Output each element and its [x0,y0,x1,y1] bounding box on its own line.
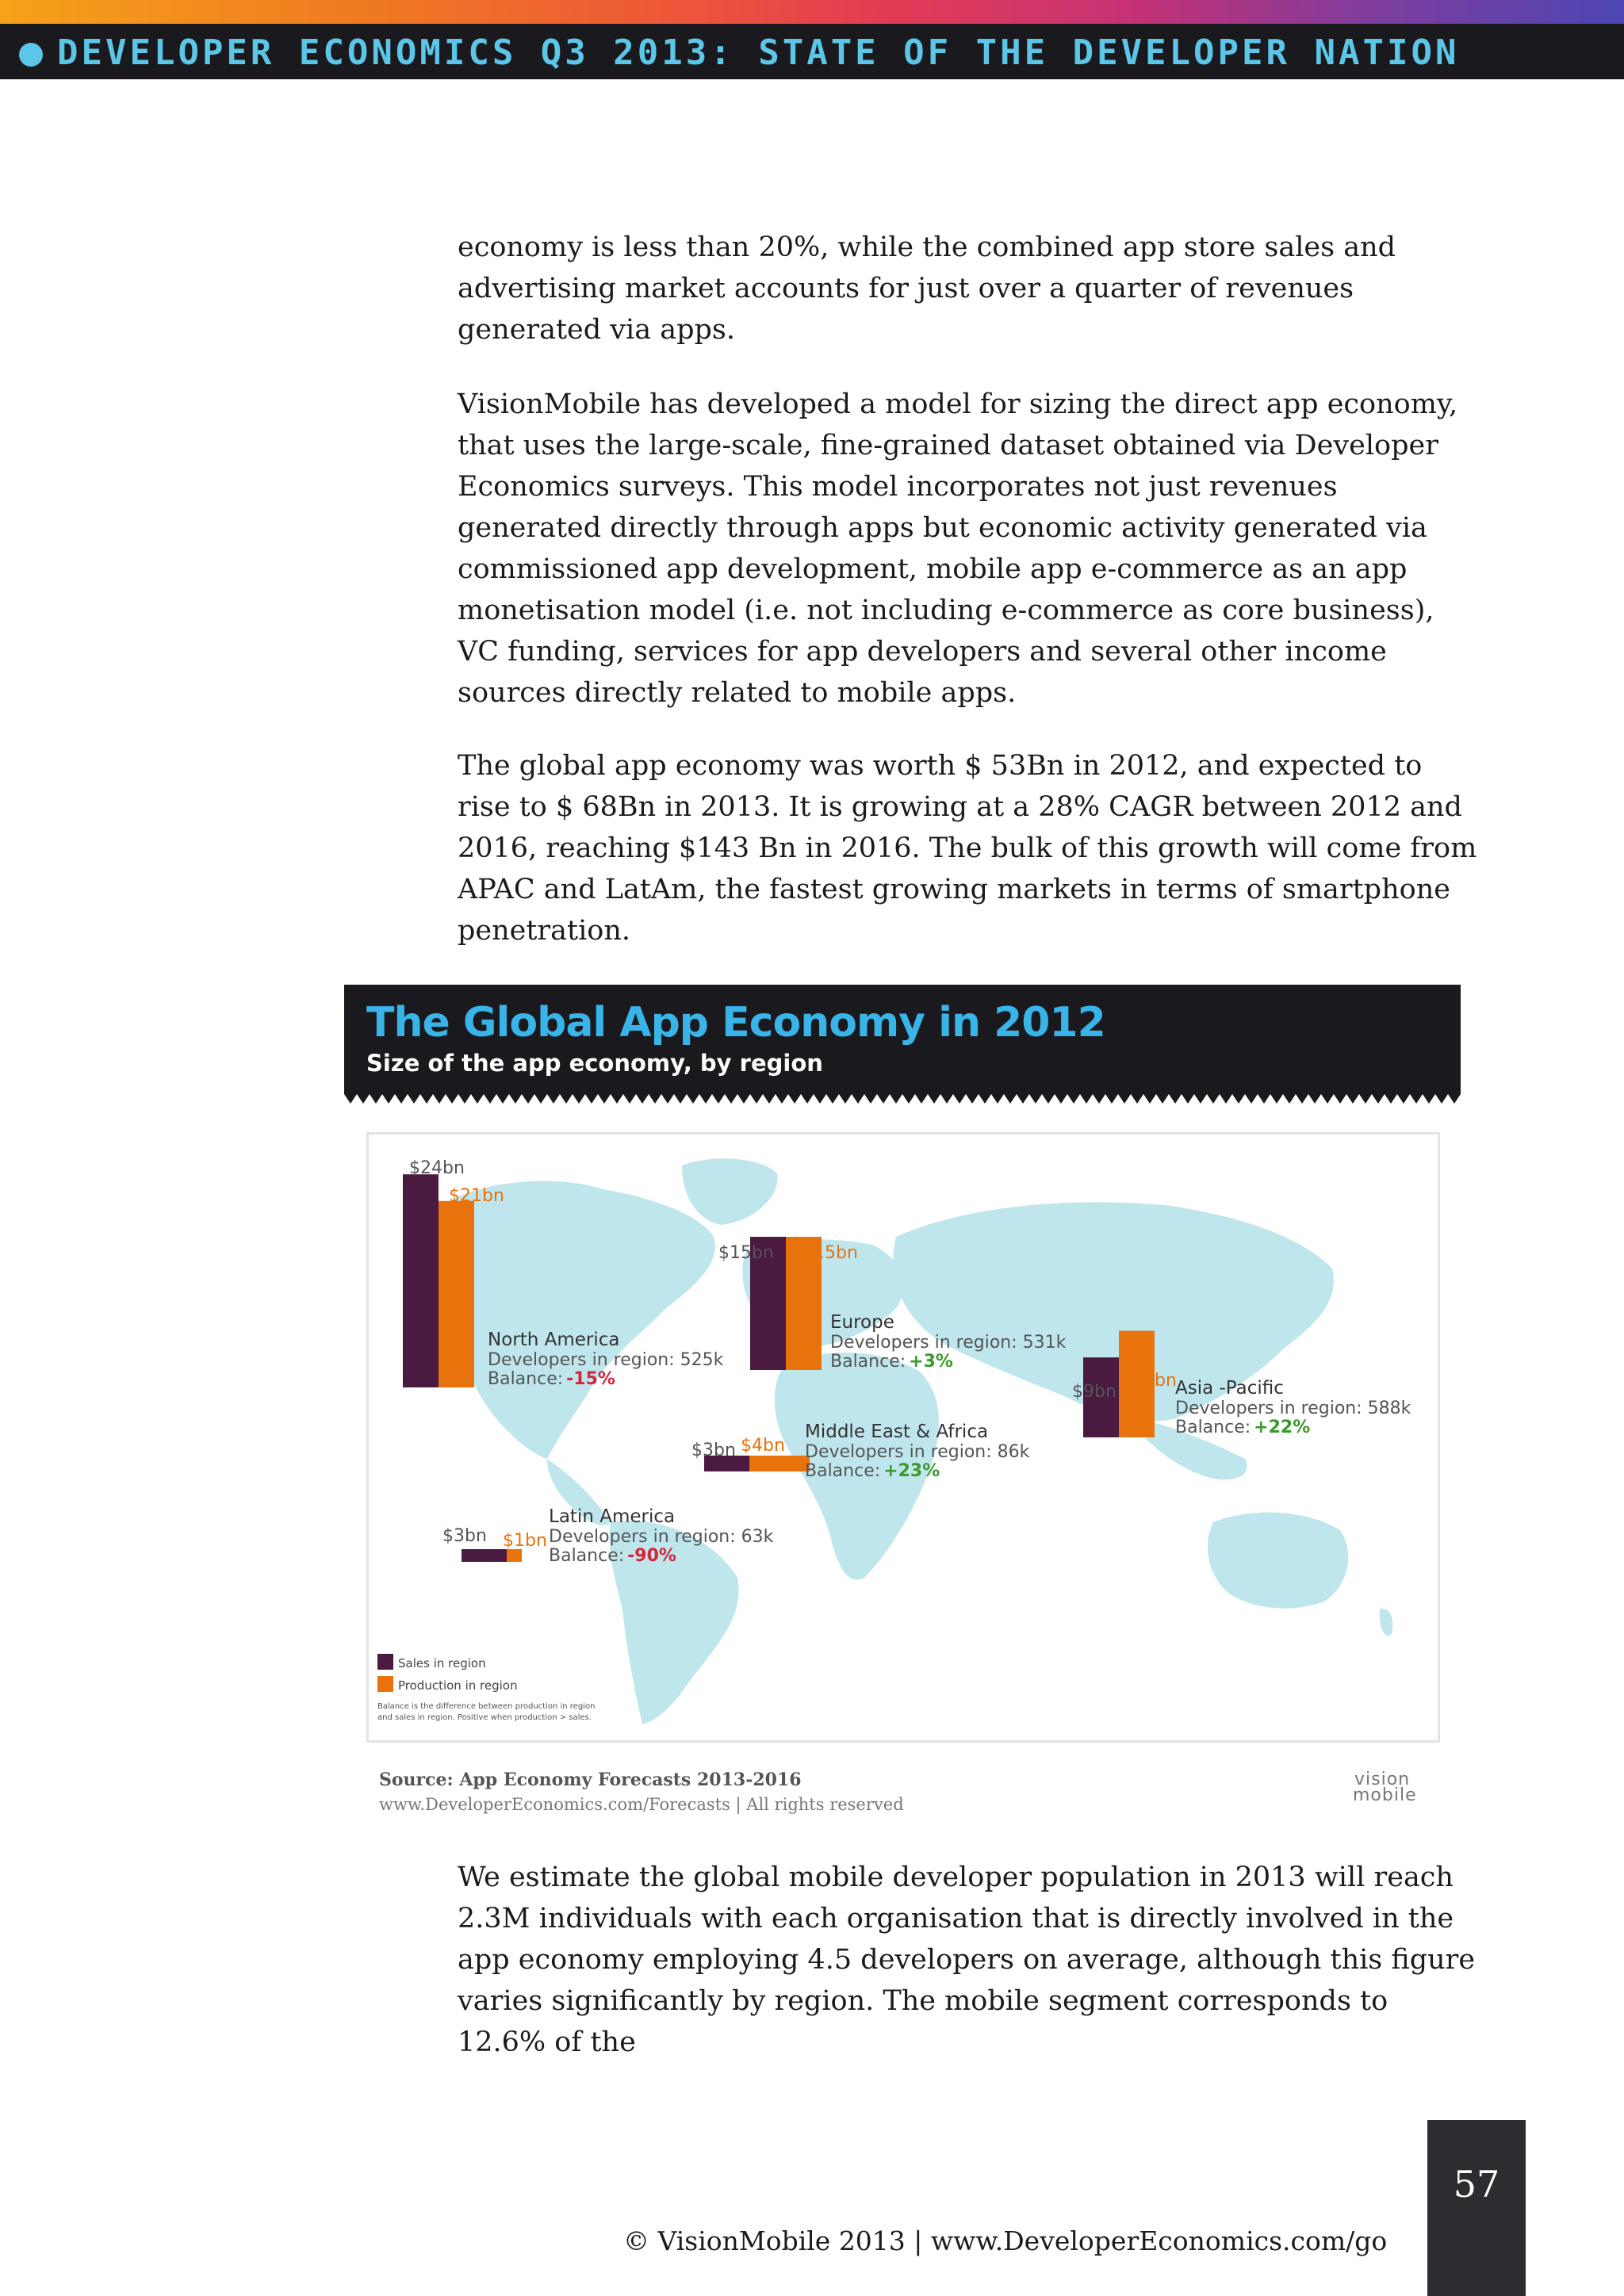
apac-sales-value: $9bn [1072,1382,1116,1402]
mea-sales-value: $3bn [691,1441,736,1460]
paragraph-3: The global app economy was worth $ 53Bn in 2012, and expected to rise to $ 68Bn in 2013. It is growing at a 28% CAGR between 2012 and 2016, reaching $143 Bn in 2016. The bulk of this growth will come from APAC and LatAm, the fastest growing markets in terms of smartphone penetration. [458,750,1477,947]
apac-region-name: Asia -Pacific [1175,1378,1284,1399]
latam-sales-value: $3bn [442,1526,487,1546]
infographic-source-url: www.DeveloperEconomics.com/Forecasts | All rights reserved [379,1795,904,1814]
na-production-value: $21bn [449,1186,504,1206]
apac-balance-label: Balance: [1175,1418,1251,1437]
legend-sales-label: Sales in region [398,1656,486,1670]
na-sales-bar [403,1174,439,1387]
legend-note-line2: and sales in region. Positive when production > sales. [377,1713,592,1722]
eu-sales-value: $15bn [718,1243,774,1263]
map-greenland [682,1158,777,1225]
paragraph-1: economy is less than 20%, while the combined app store sales and advertising market accounts for just over a quarter of revenues generated via apps. [458,232,1396,346]
na-sales-value: $24bn [409,1158,465,1178]
header-title: DEVELOPER ECONOMICS Q3 2013: STATE OF THE DEVELOPER NATION [57,33,1460,73]
na-region-name: North America [488,1330,620,1350]
page-number-box [1427,2120,1526,2296]
latam-production-value: $1bn [503,1531,547,1551]
legend-note-line1: Balance is the difference between production in region [377,1702,596,1711]
svg-text:Balance:+23% [805,1461,940,1481]
infographic-source: Source: App Economy Forecasts 2013-2016 [379,1770,802,1790]
logo-text-bottom: mobile [1353,1785,1417,1805]
mea-production-bar [749,1456,810,1471]
eu-developers: Developers in region: 531k [830,1333,1067,1353]
paragraph-2: VisionMobile has developed a model for sizing the direct app economy, that uses the large-scale, fine-grained dataset obtained via Developer Economics surveys. This model incorporates not just revenues generated directly through apps but economic activity generated via commissioned app development, mobile app e-commerce as an app monetisation model (i.e. not including e-commerce as core business), VC funding, services for app developers and several other income sources directly related to mobile apps. [458,388,1458,709]
mea-production-value: $4bn [741,1436,785,1456]
legend-production-swatch [377,1676,393,1692]
mea-balance-value: +23% [883,1461,940,1481]
apac-balance-value: +22% [1254,1418,1311,1437]
na-developers: Developers in region: 525k [488,1350,724,1370]
na-balance-value: -15% [566,1369,615,1389]
mea-region-name: Middle East & Africa [805,1422,989,1442]
footer-copyright: © VisionMobile 2013 | www.DeveloperEconomics.com/go [623,2225,1388,2256]
svg-text:Balance:+3% [830,1352,953,1372]
legend-sales-swatch [377,1654,393,1670]
map-australia [1208,1513,1348,1609]
eu-region-name: Europe [830,1312,894,1333]
na-production-bar [439,1201,474,1387]
legend-production-label: Production in region [398,1678,518,1693]
svg-text:Balance:+22% [1175,1418,1310,1437]
legend [377,1654,595,1722]
apac-developers: Developers in region: 588k [1175,1399,1411,1418]
infographic-title: The Global App Economy in 2012 [366,999,1105,1047]
page-number: 57 [1453,2163,1500,2206]
svg-text:Balance:-15% [488,1369,615,1389]
mea-balance-label: Balance: [805,1461,881,1481]
apac-production-value: $12bn [1121,1371,1177,1391]
visionmobile-logo [1334,1770,1423,1804]
latam-sales-bar [462,1549,507,1562]
logo-text-top: vision [1354,1770,1411,1789]
svg-text:Balance:-90% [549,1546,676,1566]
eu-balance-value: +3% [909,1352,953,1372]
eu-balance-label: Balance: [830,1352,906,1372]
paragraph-4: We estimate the global mobile developer population in 2013 will reach 2.3M individuals with each organisation that is directly involved in the app economy employing 4.5 developers on average, although this figure varies significantly by region. The mobile segment corresponds to 12.6% of the [458,1862,1476,2058]
eu-production-value: $15bn [802,1243,858,1263]
latam-region-name: Latin America [549,1506,676,1527]
latam-balance-value: -90% [627,1546,676,1566]
latam-balance-label: Balance: [549,1546,625,1566]
mea-developers: Developers in region: 86k [805,1442,1030,1462]
map-new-zealand [1380,1609,1393,1636]
latam-production-bar [507,1549,522,1562]
na-balance-label: Balance: [488,1369,564,1389]
infographic-subtitle: Size of the app economy, by region [366,1050,823,1077]
latam-developers: Developers in region: 63k [549,1527,774,1547]
